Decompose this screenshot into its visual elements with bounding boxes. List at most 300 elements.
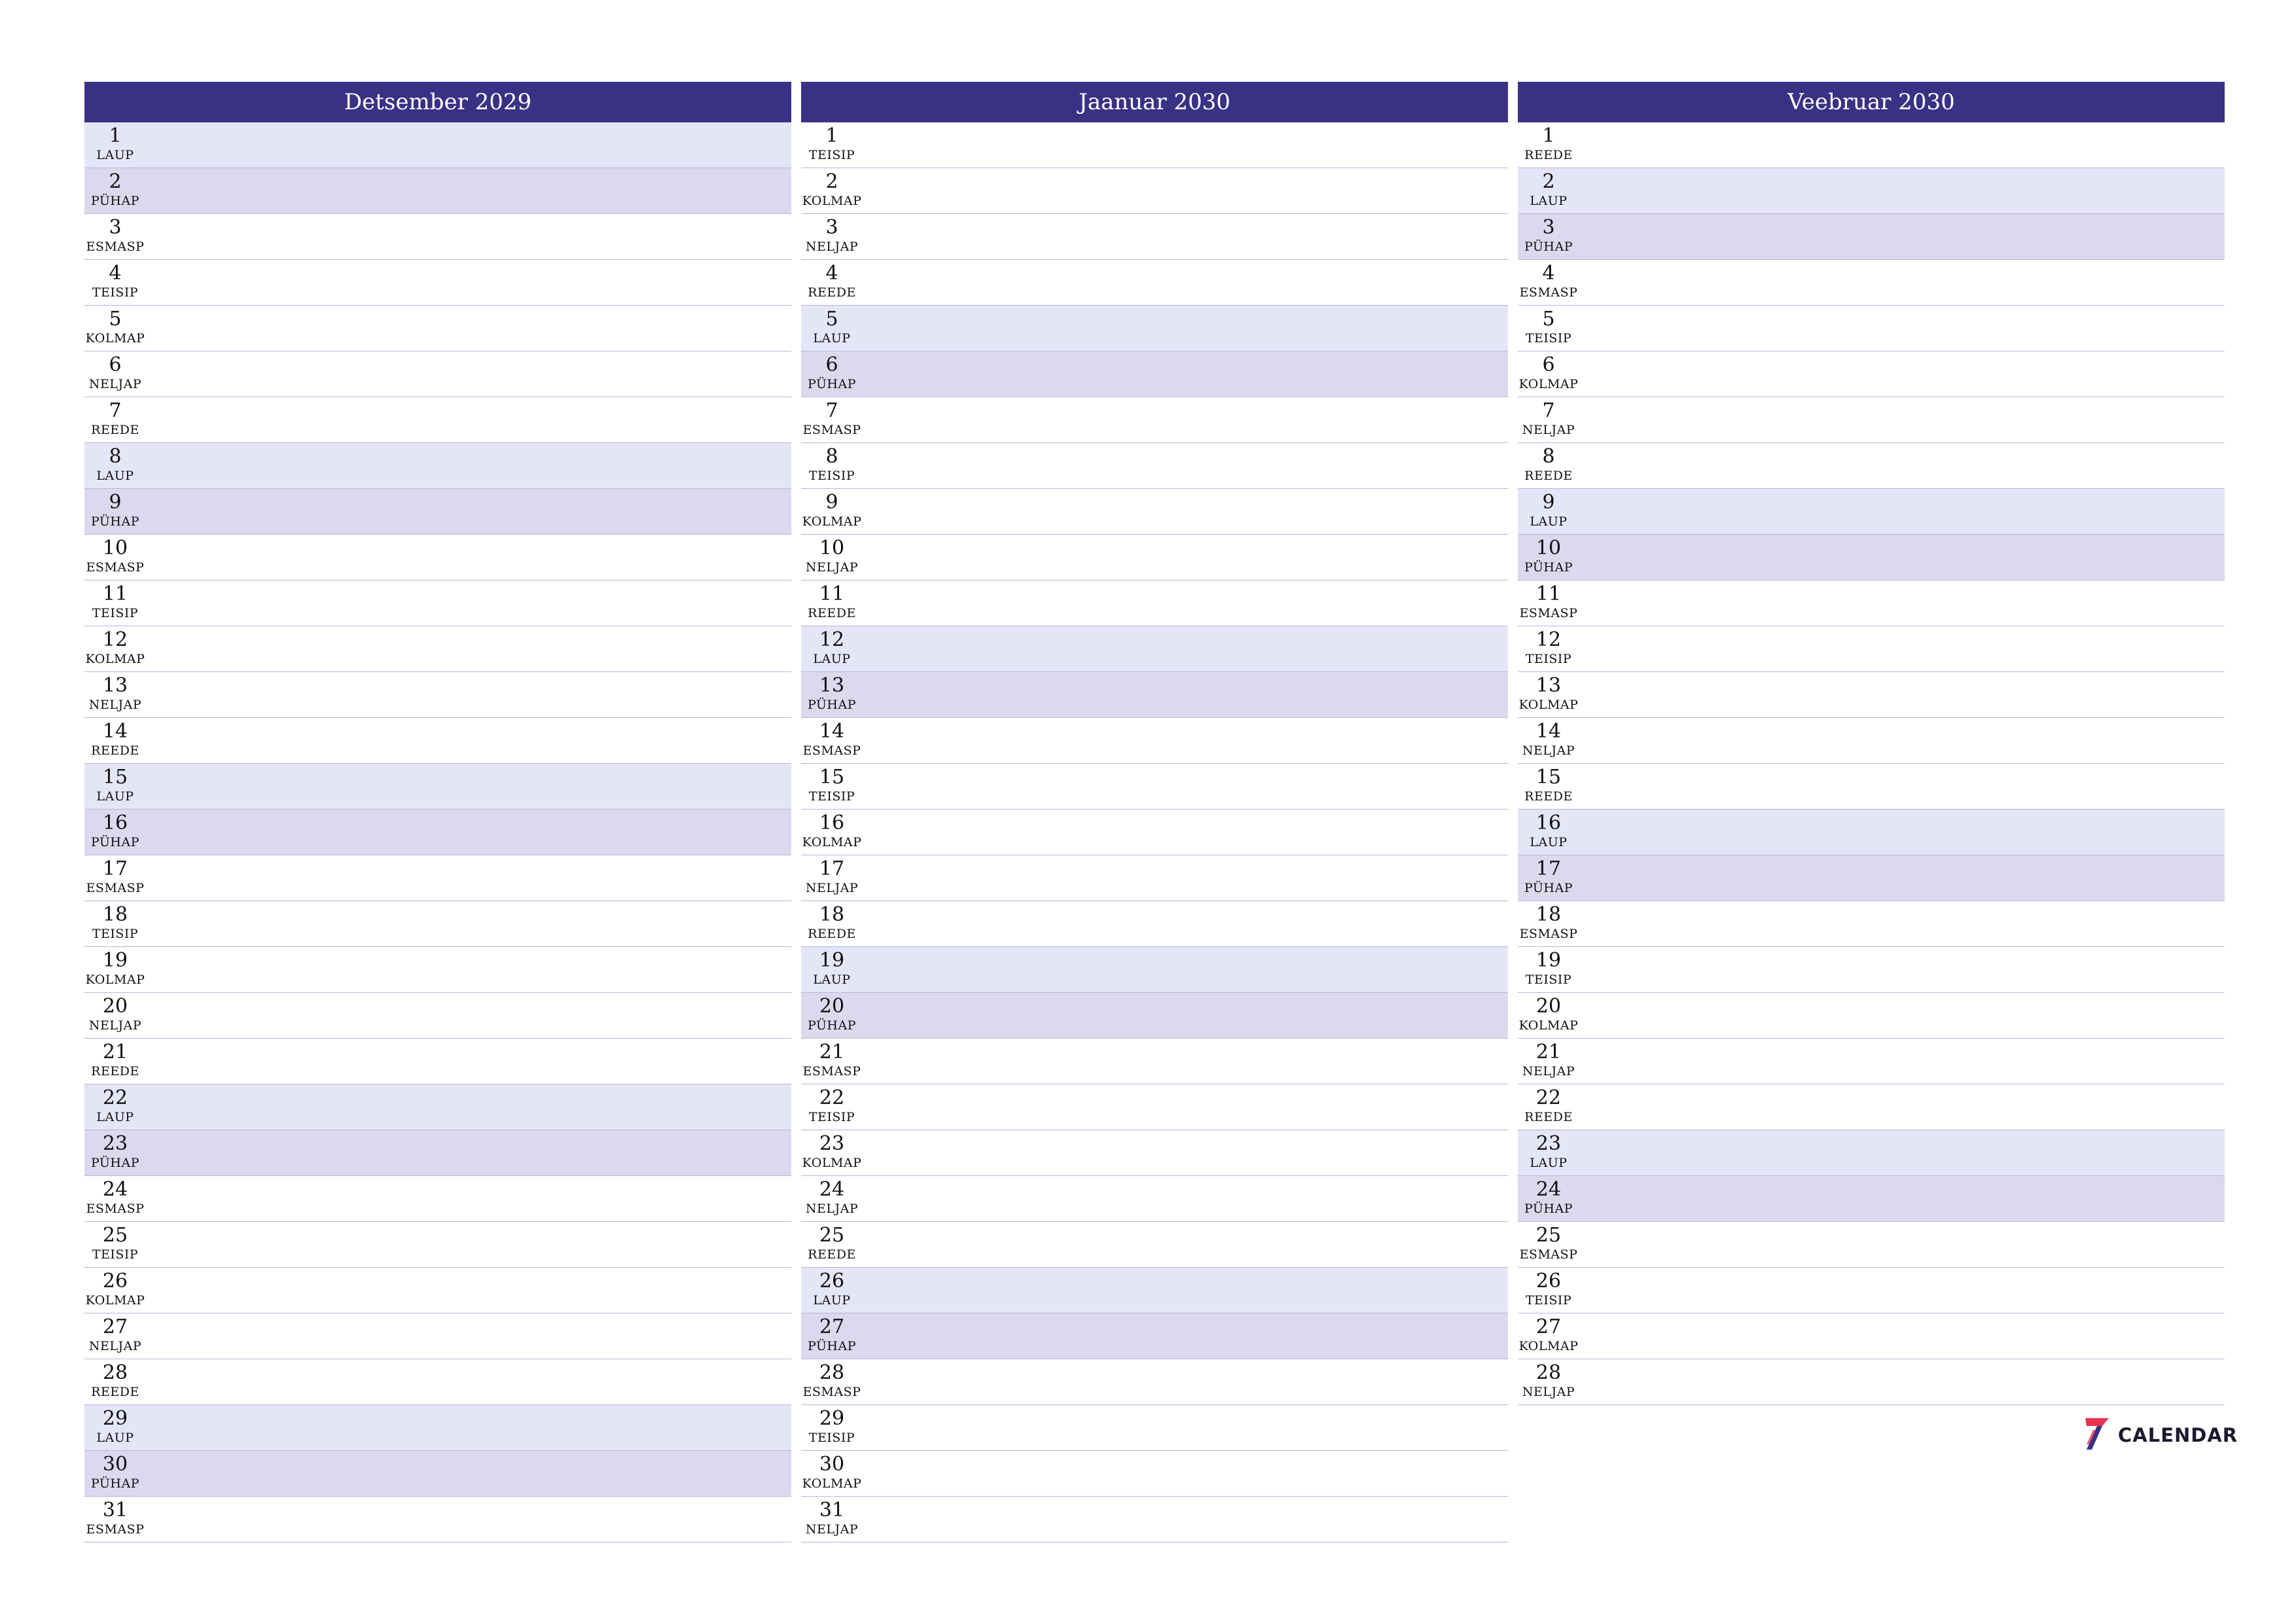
weekday-name: PÜHAP <box>90 1156 140 1170</box>
weekday-name: REEDE <box>1524 469 1573 483</box>
day-number: 4 <box>1542 262 1555 285</box>
day-label <box>84 537 146 575</box>
weekday-name: REEDE <box>808 606 856 620</box>
weekday-name: PÜHAP <box>90 194 140 208</box>
day-label <box>1518 262 1579 300</box>
day-number: 9 <box>109 491 122 514</box>
day-row <box>801 1268 1508 1313</box>
month-column <box>801 82 1508 1543</box>
day-label <box>84 491 146 529</box>
weekday-name: LAUP <box>96 789 134 804</box>
day-row <box>84 1222 791 1268</box>
day-row <box>801 443 1508 489</box>
day-label <box>801 491 863 529</box>
day-row <box>1518 260 2225 306</box>
day-list <box>84 122 791 1543</box>
day-number: 4 <box>109 262 122 285</box>
day-row <box>84 855 791 901</box>
day-label <box>84 995 146 1033</box>
day-number: 31 <box>819 1499 845 1522</box>
day-label <box>801 812 863 850</box>
day-number: 21 <box>102 1041 128 1063</box>
day-number: 3 <box>825 216 838 239</box>
day-row <box>84 993 791 1039</box>
day-label <box>1518 1316 1579 1354</box>
day-label <box>1518 812 1579 850</box>
day-row <box>84 306 791 351</box>
weekday-name: REEDE <box>91 1064 139 1079</box>
day-row <box>801 993 1508 1039</box>
day-number: 30 <box>819 1453 845 1476</box>
day-label <box>1518 308 1579 346</box>
day-label <box>84 308 146 346</box>
day-label <box>801 354 863 392</box>
day-label <box>801 308 863 346</box>
day-row <box>84 489 791 535</box>
day-row <box>1518 901 2225 947</box>
day-row <box>84 764 791 810</box>
weekday-name: LAUP <box>1530 194 1568 208</box>
day-label <box>801 537 863 575</box>
day-row <box>1518 764 2225 810</box>
day-row <box>801 1222 1508 1268</box>
weekday-name: ESMASP <box>802 1385 861 1399</box>
day-number: 8 <box>825 445 838 468</box>
day-number: 15 <box>1535 766 1562 789</box>
weekday-name: ESMASP <box>86 1522 145 1537</box>
day-row <box>1518 168 2225 214</box>
weekday-name: TEISIP <box>808 789 855 804</box>
weekday-name: PÜHAP <box>807 1339 857 1353</box>
day-label <box>1518 858 1579 896</box>
weekday-name: NELJAP <box>805 240 859 254</box>
weekday-name: NELJAP <box>88 377 142 391</box>
day-number: 28 <box>819 1361 845 1384</box>
day-number: 7 <box>825 399 838 422</box>
day-label <box>1518 995 1579 1033</box>
month-title: Detsember 2029 <box>84 82 791 122</box>
day-row <box>1518 306 2225 351</box>
day-label <box>1518 1270 1579 1308</box>
weekday-name: LAUP <box>813 1293 851 1308</box>
day-row <box>801 764 1508 810</box>
day-number: 29 <box>819 1407 845 1430</box>
calendar-grid <box>84 82 2225 1554</box>
day-number: 1 <box>825 124 838 147</box>
day-label <box>801 262 863 300</box>
day-label <box>801 1133 863 1171</box>
month-column <box>1518 82 2225 1405</box>
day-number: 24 <box>819 1178 845 1201</box>
day-number: 14 <box>819 720 845 743</box>
weekday-name: KOLMAP <box>802 514 862 529</box>
weekday-name: KOLMAP <box>802 835 862 849</box>
day-number: 16 <box>1535 812 1562 834</box>
day-row <box>801 306 1508 351</box>
day-label <box>1518 1133 1579 1171</box>
day-label <box>1518 629 1579 667</box>
weekday-name: PÜHAP <box>807 698 857 712</box>
day-label <box>84 675 146 713</box>
weekday-name: REEDE <box>1524 148 1573 162</box>
day-label <box>84 858 146 896</box>
day-label <box>1518 1087 1579 1125</box>
day-label <box>1518 400 1579 438</box>
day-number: 2 <box>825 170 838 193</box>
weekday-name: TEISIP <box>808 1110 855 1124</box>
day-number: 16 <box>102 812 128 834</box>
day-number: 4 <box>825 262 838 285</box>
day-number: 17 <box>1535 857 1562 880</box>
day-row <box>801 1451 1508 1497</box>
day-number: 9 <box>1542 491 1555 514</box>
day-row <box>84 580 791 626</box>
day-row <box>84 1176 791 1222</box>
weekday-name: ESMASP <box>86 881 145 895</box>
day-number: 30 <box>102 1453 128 1476</box>
day-number: 6 <box>1542 353 1555 376</box>
day-number: 25 <box>102 1224 128 1247</box>
day-number: 27 <box>102 1315 128 1338</box>
day-label <box>801 629 863 667</box>
day-row <box>1518 626 2225 672</box>
day-row <box>84 947 791 993</box>
day-label <box>1518 217 1579 255</box>
day-label <box>1518 491 1579 529</box>
day-number: 8 <box>1542 445 1555 468</box>
weekday-name: NELJAP <box>805 881 859 895</box>
weekday-name: KOLMAP <box>1518 377 1579 391</box>
day-row <box>801 351 1508 397</box>
day-label <box>84 1499 146 1537</box>
day-label <box>801 400 863 438</box>
day-number: 10 <box>102 537 128 560</box>
weekday-name: PÜHAP <box>807 1018 857 1033</box>
day-number: 5 <box>825 308 838 330</box>
weekday-name: ESMASP <box>86 1202 145 1216</box>
month-title: Jaanuar 2030 <box>801 82 1508 122</box>
weekday-name: ESMASP <box>1519 927 1578 941</box>
day-number: 8 <box>109 445 122 468</box>
day-number: 22 <box>102 1086 128 1109</box>
day-row <box>801 580 1508 626</box>
day-label <box>84 1133 146 1171</box>
day-label <box>84 1179 146 1217</box>
weekday-name: LAUP <box>96 469 134 483</box>
weekday-name: KOLMAP <box>802 194 862 208</box>
day-row <box>801 489 1508 535</box>
day-number: 28 <box>1535 1361 1562 1384</box>
weekday-name: NELJAP <box>805 1522 859 1537</box>
weekday-name: PÜHAP <box>90 835 140 849</box>
day-number: 6 <box>825 353 838 376</box>
day-row <box>801 1130 1508 1176</box>
weekday-name: NELJAP <box>1522 743 1575 758</box>
weekday-name: NELJAP <box>1522 423 1575 437</box>
day-label <box>84 171 146 209</box>
day-label <box>1518 171 1579 209</box>
weekday-name: REEDE <box>91 423 139 437</box>
day-label <box>84 1454 146 1491</box>
day-label <box>801 950 863 988</box>
day-row <box>84 351 791 397</box>
day-row <box>801 122 1508 168</box>
day-row <box>84 1313 791 1359</box>
day-label <box>1518 1179 1579 1217</box>
day-label <box>1518 675 1579 713</box>
day-number: 21 <box>1535 1041 1562 1063</box>
day-number: 13 <box>1535 674 1562 697</box>
day-row <box>801 1497 1508 1543</box>
weekday-name: TEISIP <box>1525 652 1572 666</box>
day-number: 7 <box>1542 399 1555 422</box>
weekday-name: LAUP <box>96 1110 134 1124</box>
weekday-name: KOLMAP <box>1518 1018 1579 1033</box>
day-row <box>801 260 1508 306</box>
day-row <box>1518 351 2225 397</box>
month-column <box>84 82 791 1543</box>
day-row <box>1518 214 2225 260</box>
day-number: 12 <box>102 628 128 651</box>
day-number: 15 <box>102 766 128 789</box>
day-number: 22 <box>1535 1086 1562 1109</box>
day-label <box>1518 766 1579 804</box>
weekday-name: PÜHAP <box>1524 881 1573 895</box>
weekday-name: ESMASP <box>1519 1247 1578 1262</box>
weekday-name: TEISIP <box>92 927 139 941</box>
day-label <box>1518 950 1579 988</box>
weekday-name: REEDE <box>808 1247 856 1262</box>
day-label <box>1518 125 1579 163</box>
day-row <box>801 535 1508 580</box>
day-label <box>84 1316 146 1354</box>
day-row <box>801 901 1508 947</box>
day-number: 3 <box>1542 216 1555 239</box>
day-label <box>1518 354 1579 392</box>
day-row <box>801 168 1508 214</box>
weekday-name: ESMASP <box>802 423 861 437</box>
day-number: 10 <box>1535 537 1562 560</box>
day-label <box>801 446 863 484</box>
day-label <box>801 858 863 896</box>
day-label <box>84 629 146 667</box>
day-row <box>801 1313 1508 1359</box>
day-row <box>84 1451 791 1497</box>
day-number: 26 <box>1535 1270 1562 1293</box>
weekday-name: ESMASP <box>802 743 861 758</box>
day-number: 19 <box>102 949 128 972</box>
day-number: 19 <box>819 949 845 972</box>
day-row <box>801 1176 1508 1222</box>
weekday-name: LAUP <box>96 1431 134 1445</box>
day-label <box>84 950 146 988</box>
day-row <box>1518 1130 2225 1176</box>
day-row <box>1518 1084 2225 1130</box>
day-row <box>801 214 1508 260</box>
day-number: 28 <box>102 1361 128 1384</box>
day-row <box>1518 1268 2225 1313</box>
weekday-name: TEISIP <box>808 148 855 162</box>
day-number: 24 <box>102 1178 128 1201</box>
day-label <box>84 217 146 255</box>
day-number: 21 <box>819 1041 845 1063</box>
day-row <box>84 122 791 168</box>
weekday-name: REEDE <box>1524 1110 1573 1124</box>
logo-text: CALENDAR <box>2118 1424 2238 1446</box>
weekday-name: LAUP <box>96 148 134 162</box>
weekday-name: PÜHAP <box>90 1476 140 1491</box>
day-row <box>801 397 1508 443</box>
weekday-name: ESMASP <box>1519 285 1578 300</box>
day-label <box>801 583 863 621</box>
day-number: 18 <box>102 903 128 926</box>
day-row <box>1518 855 2225 901</box>
day-row <box>84 626 791 672</box>
day-row <box>1518 443 2225 489</box>
weekday-name: TEISIP <box>808 1431 855 1445</box>
weekday-name: LAUP <box>1530 514 1568 529</box>
day-number: 11 <box>1535 582 1562 605</box>
day-label <box>1518 1041 1579 1079</box>
day-label <box>84 1270 146 1308</box>
day-row <box>801 718 1508 764</box>
day-row <box>84 1039 791 1084</box>
weekday-name: LAUP <box>813 652 851 666</box>
day-label <box>801 675 863 713</box>
weekday-name: LAUP <box>1530 1156 1568 1170</box>
day-number: 17 <box>102 857 128 880</box>
day-row <box>801 1405 1508 1451</box>
day-label <box>84 1041 146 1079</box>
day-number: 7 <box>109 399 122 422</box>
day-label <box>1518 446 1579 484</box>
day-row <box>801 855 1508 901</box>
day-number: 25 <box>1535 1224 1562 1247</box>
weekday-name: NELJAP <box>1522 1385 1575 1399</box>
day-label <box>801 1087 863 1125</box>
day-label <box>84 721 146 758</box>
day-row <box>801 626 1508 672</box>
day-row <box>84 535 791 580</box>
day-number: 2 <box>109 170 122 193</box>
day-row <box>1518 535 2225 580</box>
weekday-name: NELJAP <box>88 1339 142 1353</box>
day-row <box>801 1084 1508 1130</box>
day-list <box>1518 122 2225 1405</box>
day-label <box>801 1041 863 1079</box>
day-label <box>801 217 863 255</box>
day-number: 12 <box>819 628 845 651</box>
day-label <box>801 1499 863 1537</box>
day-label <box>801 904 863 942</box>
day-number: 12 <box>1535 628 1562 651</box>
day-label <box>1518 721 1579 758</box>
day-number: 11 <box>819 582 845 605</box>
day-number: 3 <box>109 216 122 239</box>
day-row <box>84 672 791 718</box>
day-row <box>84 1130 791 1176</box>
day-label <box>1518 904 1579 942</box>
day-label <box>801 1408 863 1446</box>
weekday-name: REEDE <box>1524 789 1573 804</box>
day-label <box>801 1179 863 1217</box>
day-row <box>84 260 791 306</box>
day-number: 26 <box>102 1270 128 1293</box>
weekday-name: KOLMAP <box>85 652 145 666</box>
weekday-name: KOLMAP <box>85 972 145 987</box>
seven-logo-icon <box>2083 1416 2111 1455</box>
day-row <box>1518 1313 2225 1359</box>
day-row <box>84 1497 791 1543</box>
day-number: 23 <box>1535 1132 1562 1155</box>
day-label <box>84 446 146 484</box>
day-row <box>1518 1359 2225 1405</box>
day-label <box>84 1408 146 1446</box>
day-number: 6 <box>109 353 122 376</box>
day-label <box>84 766 146 804</box>
day-number: 5 <box>1542 308 1555 330</box>
weekday-name: LAUP <box>813 972 851 987</box>
month-title: Veebruar 2030 <box>1518 82 2225 122</box>
day-label <box>801 1224 863 1262</box>
day-row <box>84 168 791 214</box>
day-number: 14 <box>102 720 128 743</box>
weekday-name: PÜHAP <box>90 514 140 529</box>
day-label <box>1518 537 1579 575</box>
day-number: 22 <box>819 1086 845 1109</box>
weekday-name: NELJAP <box>1522 1064 1575 1079</box>
day-label <box>84 354 146 392</box>
day-number: 23 <box>819 1132 845 1155</box>
day-list <box>801 122 1508 1543</box>
weekday-name: NELJAP <box>805 560 859 575</box>
weekday-name: TEISIP <box>1525 972 1572 987</box>
day-row <box>84 1405 791 1451</box>
day-row <box>1518 580 2225 626</box>
weekday-name: REEDE <box>91 743 139 758</box>
day-label <box>801 1362 863 1400</box>
day-label <box>84 1087 146 1125</box>
day-label <box>801 766 863 804</box>
weekday-name: PÜHAP <box>1524 240 1573 254</box>
day-row <box>1518 122 2225 168</box>
day-row <box>84 1359 791 1405</box>
day-number: 2 <box>1542 170 1555 193</box>
weekday-name: PÜHAP <box>1524 1202 1573 1216</box>
weekday-name: PÜHAP <box>1524 560 1573 575</box>
day-row <box>1518 397 2225 443</box>
weekday-name: KOLMAP <box>85 331 145 346</box>
day-row <box>84 810 791 855</box>
weekday-name: REEDE <box>808 285 856 300</box>
weekday-name: TEISIP <box>92 606 139 620</box>
weekday-name: KOLMAP <box>1518 1339 1579 1353</box>
day-row <box>801 810 1508 855</box>
day-number: 26 <box>819 1270 845 1293</box>
weekday-name: TEISIP <box>92 285 139 300</box>
day-number: 14 <box>1535 720 1562 743</box>
day-number: 15 <box>819 766 845 789</box>
weekday-name: REEDE <box>91 1385 139 1399</box>
weekday-name: LAUP <box>813 331 851 346</box>
day-number: 25 <box>819 1224 845 1247</box>
day-label <box>801 1316 863 1354</box>
day-number: 27 <box>819 1315 845 1338</box>
day-row <box>84 397 791 443</box>
day-number: 11 <box>102 582 128 605</box>
day-row <box>1518 1176 2225 1222</box>
day-number: 9 <box>825 491 838 514</box>
